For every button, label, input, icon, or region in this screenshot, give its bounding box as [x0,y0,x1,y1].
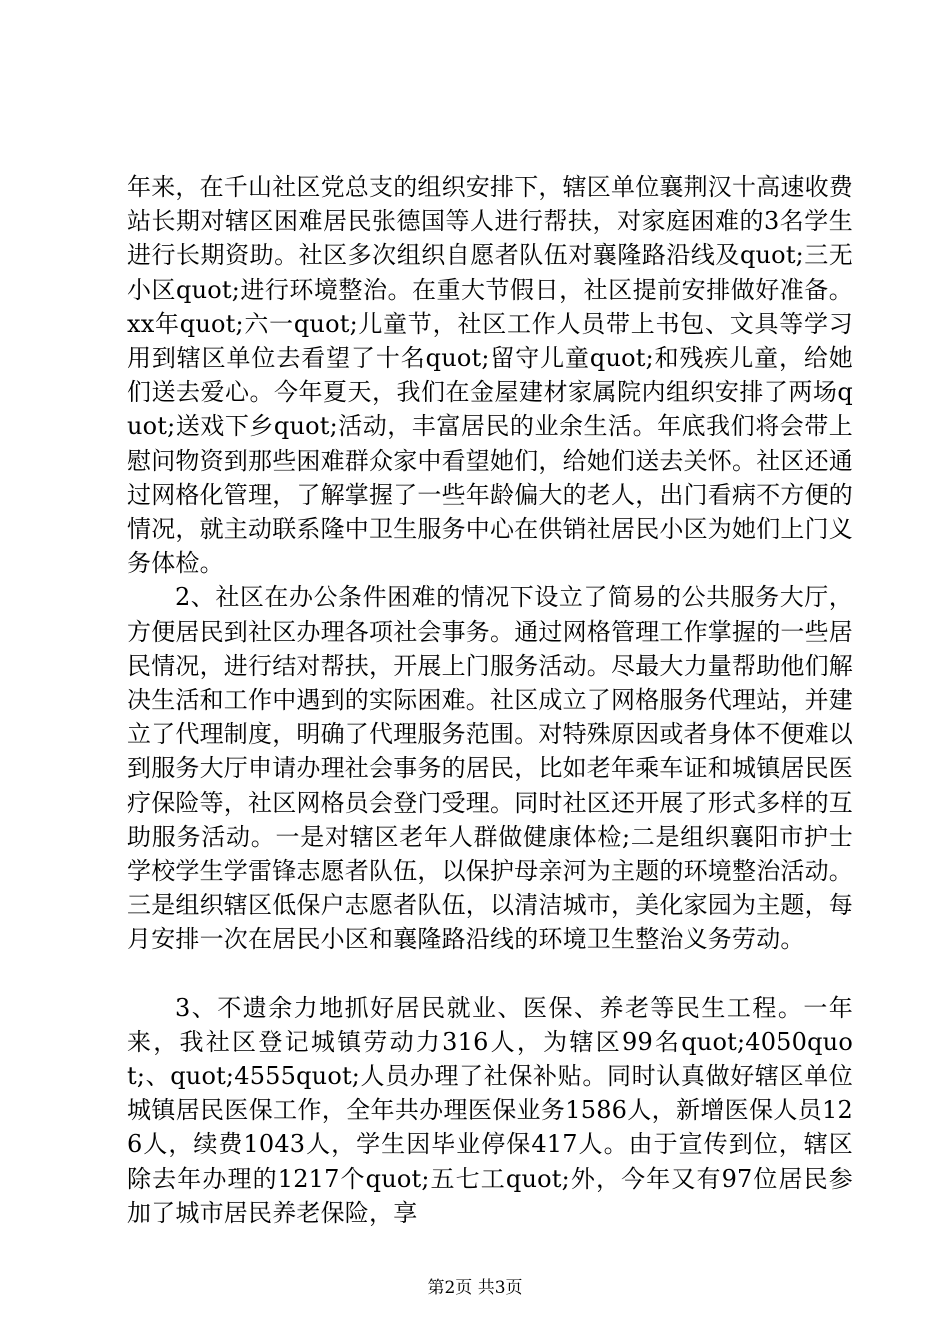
paragraph-1: 年来，在千山社区党总支的组织安排下，辖区单位襄荆汉十高速收费站长期对辖区困难居民张德国等人进行帮扶，对家庭困难的3名学生进行长期资助。社区多次组织自愿者队伍对襄隆路沿线及quot;三无小区quot;进行环境整治。在重大节假日，社区提前安排做好准备。xx年quot;六一quot;儿童节，社区工作人员带上书包、文具等学习用到辖区单位去看望了十名quot;留守儿童quot;和残疾儿童，给她们送去爱心。今年夏天，我们在金屋建材家属院内组织安排了两场quot;送戏下乡quot;活动，丰富居民的业余生活。年底我们将会带上慰问物资到那些困难群众家中看望她们，给她们送去关怀。社区还通过网格化管理，了解掌握了一些年龄偏大的老人，出门看病不方便的情况，就主动联系隆中卫生服务中心在供销社居民小区为她们上门义务体检。 [127,173,853,578]
document-body [127,170,853,1230]
paragraph-3: 3、不遗余力地抓好居民就业、医保、养老等民生工程。一年来，我社区登记城镇劳动力316人，为辖区99名quot;4050quot;、quot;4555quot;人员办理了社保补贴。同时认真做好辖区单位城镇居民医保工作，全年共办理医保业务1586人，新增医保人员126人，续费1043人，学生因毕业停保417人。由于宣传到位，辖区除去年办理的1217个quot;五七工quot;外，今年又有97位居民参加了城市居民养老保险，享 [127,993,853,1227]
page-number-footer: 第2页 共3页 [427,1278,523,1298]
paragraph-2: 2、社区在办公条件困难的情况下设立了简易的公共服务大厅，方便居民到社区办理各项社会事务。通过网格管理工作掌握的一些居民情况，进行结对帮扶，开展上门服务活动。尽最大力量帮助他们解决生活和工作中遇到的实际困难。社区成立了网格服务代理站，并建立了代理制度，明确了代理服务范围。对特殊原因或者身体不便难以到服务大厅申请办理社会事务的居民，比如老年乘车证和城镇居民医疗保险等，社区网格员会登门受理。同时社区还开展了形式多样的互助服务活动。一是对辖区老年人群做健康体检;二是组织襄阳市护士学校学生学雷锋志愿者队伍，以保护母亲河为主题的环境整治活动。三是组织辖区低保户志愿者队伍，以清洁城市，美化家园为主题，每月安排一次在居民小区和襄隆路沿线的环境卫生整治义务劳动。 [127,583,853,954]
